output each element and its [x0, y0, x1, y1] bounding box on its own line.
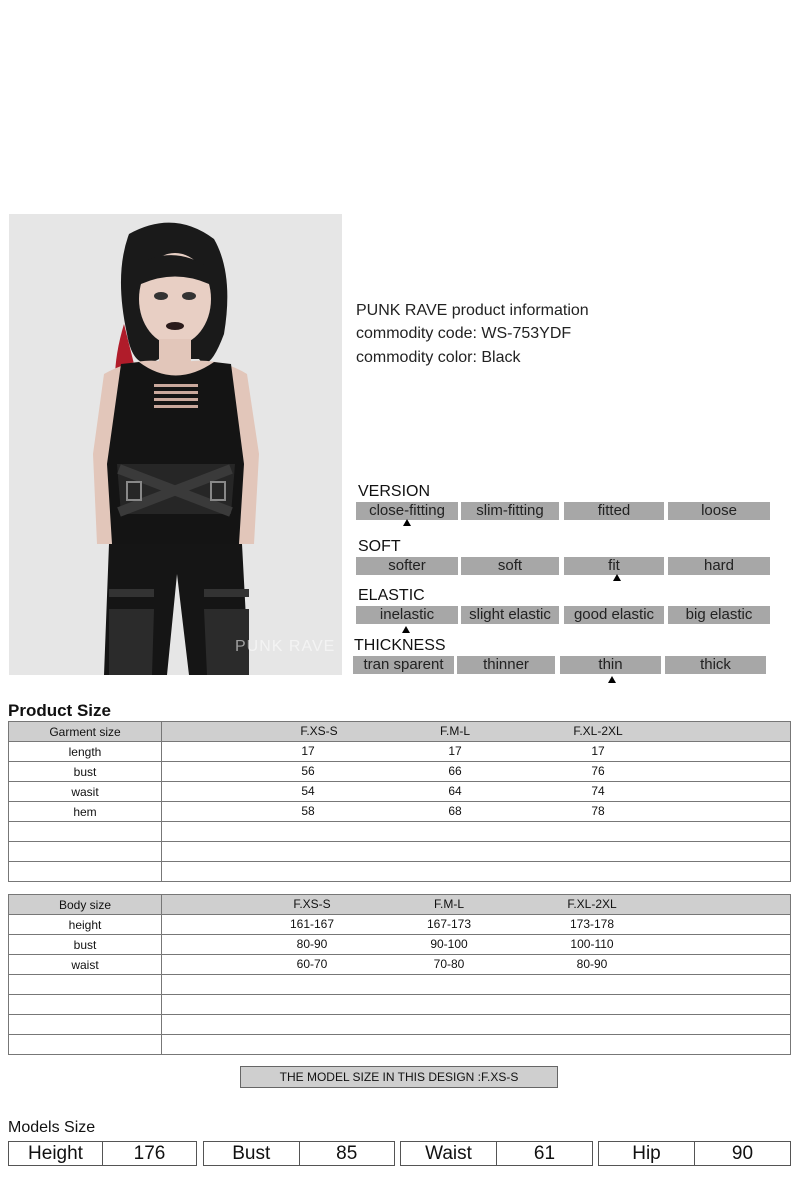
option-big-elastic: big elastic	[668, 606, 770, 624]
option-thick: thick	[665, 656, 766, 674]
header-size: F.XS-S	[300, 724, 338, 738]
cell-value: 56	[301, 764, 315, 778]
commodity-code: commodity code: WS-753YDF	[356, 325, 572, 342]
table-row	[9, 802, 791, 822]
model-height-box	[8, 1141, 197, 1166]
cell-value: 80-90	[296, 937, 328, 951]
empty-row	[9, 862, 791, 882]
table-header-row	[9, 895, 791, 915]
watermark-text: PUNK RAVE	[235, 638, 336, 655]
empty-row	[9, 995, 791, 1015]
commodity-color: commodity color: Black	[356, 349, 521, 366]
table-row	[9, 762, 791, 782]
cell-value: 54	[301, 784, 315, 798]
product-info-title: PUNK RAVE product information	[356, 302, 589, 319]
cell-value: 80-90	[576, 957, 608, 971]
option-good-elastic: good elastic	[564, 606, 664, 624]
selected-marker-thickness	[608, 676, 616, 683]
row-label: hem	[9, 802, 162, 822]
body-size-table	[8, 894, 791, 1055]
empty-row	[9, 975, 791, 995]
option-loose: loose	[668, 502, 770, 520]
header-size: F.XL-2XL	[567, 897, 617, 911]
attr-title-elastic: ELASTIC	[358, 587, 425, 604]
cell-value: 17	[591, 744, 605, 758]
empty-row	[9, 1015, 791, 1035]
header-label: Body size	[9, 895, 162, 915]
selected-marker-soft	[613, 574, 621, 581]
table-row	[9, 915, 791, 935]
cell-value: 17	[301, 744, 315, 758]
cell-value: 64	[448, 784, 462, 798]
row-label: height	[9, 915, 162, 935]
header-size: F.XS-S	[293, 897, 331, 911]
model-size-note: THE MODEL SIZE IN THIS DESIGN :F.XS-S	[240, 1066, 558, 1088]
table-row	[9, 782, 791, 802]
cell-value: 17	[448, 744, 462, 758]
row-label: bust	[9, 935, 162, 955]
header-size: F.M-L	[440, 724, 470, 738]
table-row	[9, 955, 791, 975]
header-size: F.XL-2XL	[573, 724, 623, 738]
cell-value: 100-110	[570, 937, 614, 951]
empty-row	[9, 842, 791, 862]
cell-value: 167-173	[426, 917, 472, 931]
option-inelastic: inelastic	[356, 606, 458, 624]
empty-row	[9, 822, 791, 842]
empty-row	[9, 1035, 791, 1055]
row-label: bust	[9, 762, 162, 782]
product-size-title: Product Size	[8, 701, 111, 720]
table-header-row	[9, 722, 791, 742]
model-bust-box	[203, 1141, 395, 1166]
cell-value: 90-100	[430, 937, 468, 951]
row-label: length	[9, 742, 162, 762]
model-waist-label: Waist	[425, 1143, 472, 1164]
models-size-title: Models Size	[8, 1119, 96, 1136]
option-fit: fit	[564, 557, 664, 575]
option-fitted: fitted	[564, 502, 664, 520]
option-soft: soft	[461, 557, 559, 575]
model-bust-label: Bust	[232, 1143, 271, 1164]
model-height-value: 176	[102, 1142, 196, 1165]
product-photo	[9, 214, 342, 675]
cell-value: 161-167	[289, 917, 335, 931]
model-hip-box	[598, 1141, 791, 1166]
cell-value: 66	[448, 764, 462, 778]
model-bust-value: 85	[299, 1142, 395, 1165]
option-thinner: thinner	[457, 656, 555, 674]
option-slim-fitting: slim-fitting	[461, 502, 559, 520]
model-illustration	[9, 214, 342, 675]
cell-value: 58	[301, 804, 315, 818]
model-hip-value: 90	[694, 1142, 790, 1165]
option-close-fitting: close-fitting	[356, 502, 458, 520]
cell-value: 76	[591, 764, 605, 778]
garment-size-table	[8, 721, 791, 882]
attr-title-thickness: THICKNESS	[354, 637, 446, 654]
model-waist-value: 61	[496, 1142, 592, 1165]
cell-value: 68	[448, 804, 462, 818]
option-slight-elastic: slight elastic	[461, 606, 559, 624]
cell-value: 173-178	[569, 917, 615, 931]
header-label: Garment size	[9, 722, 162, 742]
attr-title-version: VERSION	[358, 483, 431, 500]
selected-marker-version	[403, 519, 411, 526]
attr-title-soft: SOFT	[358, 538, 401, 555]
option-softer: softer	[356, 557, 458, 575]
cell-value: 74	[591, 784, 605, 798]
header-size: F.M-L	[434, 897, 464, 911]
model-height-label: Height	[28, 1143, 83, 1164]
option-thin: thin	[560, 656, 661, 674]
cell-value: 70-80	[433, 957, 465, 971]
model-waist-box	[400, 1141, 593, 1166]
row-label: waist	[9, 955, 162, 975]
row-label: wasit	[9, 782, 162, 802]
cell-value: 60-70	[296, 957, 328, 971]
option-hard: hard	[668, 557, 770, 575]
cell-value: 78	[591, 804, 605, 818]
selected-marker-elastic	[402, 626, 410, 633]
table-row	[9, 935, 791, 955]
model-hip-label: Hip	[632, 1143, 661, 1164]
option-transparent: tran sparent	[353, 656, 454, 674]
table-row	[9, 742, 791, 762]
